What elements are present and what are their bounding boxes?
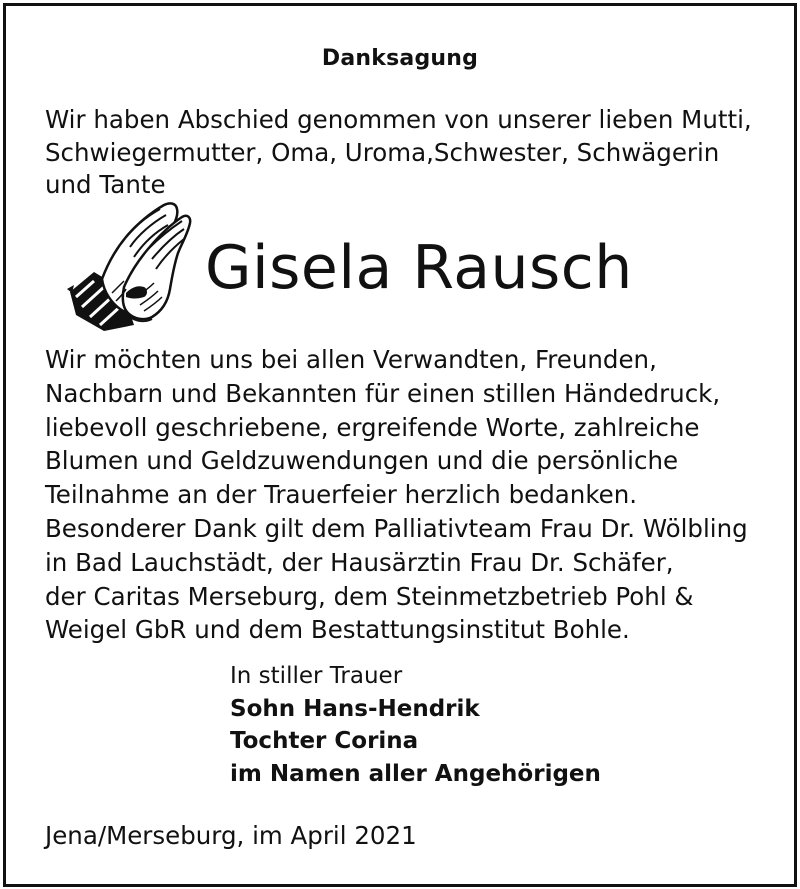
signature-name: Tochter Corina [230, 728, 419, 754]
intro-line: Schwiegermutter, Oma, Uroma,Schwester, Schwägerin [45, 137, 720, 167]
heading: Danksagung [321, 46, 479, 71]
thanks-line: Besonderer Dank gilt dem Palliativteam Frau Dr. Wölbling [45, 513, 748, 543]
thanks-line: der Caritas Merseburg, dem Steinmetzbetrieb Pohl & [45, 581, 694, 611]
signature-block [230, 660, 750, 790]
signature-intro: In stiller Trauer [230, 663, 403, 689]
signature-name: Sohn Hans-Hendrik [230, 695, 480, 722]
intro-text [45, 104, 775, 202]
thanks-line: Weigel GbR und dem Bestattungsinstitut Bohle. [45, 615, 630, 645]
thanks-line: liebevoll geschriebene, ergreifende Worte, zahlreiche [45, 412, 700, 442]
thanks-line: Blumen und Geldzuwendungen und die persönliche [45, 446, 679, 476]
praying-hands-icon [64, 197, 194, 332]
signature-name: im Namen aller Angehörigen [230, 760, 601, 787]
thanks-line: Teilnahme an der Trauerfeier herzlich bedanken. [45, 480, 638, 510]
place-date: Jena/Merseburg, im April 2021 [45, 821, 417, 850]
thanks-line: Nachbarn und Bekannten für einen stillen Händedruck, [45, 378, 721, 408]
thanks-text [45, 343, 780, 647]
deceased-name: Gisela Rausch [205, 233, 633, 303]
thanks-line: in Bad Lauchstädt, der Hausärztin Frau Dr. Schäfer, [45, 547, 674, 577]
intro-line: Wir haben Abschied genommen von unserer lieben Mutti, [45, 105, 752, 134]
thanks-line: Wir möchten uns bei allen Verwandten, Freunden, [45, 345, 657, 374]
intro-line: und Tante [45, 170, 166, 199]
